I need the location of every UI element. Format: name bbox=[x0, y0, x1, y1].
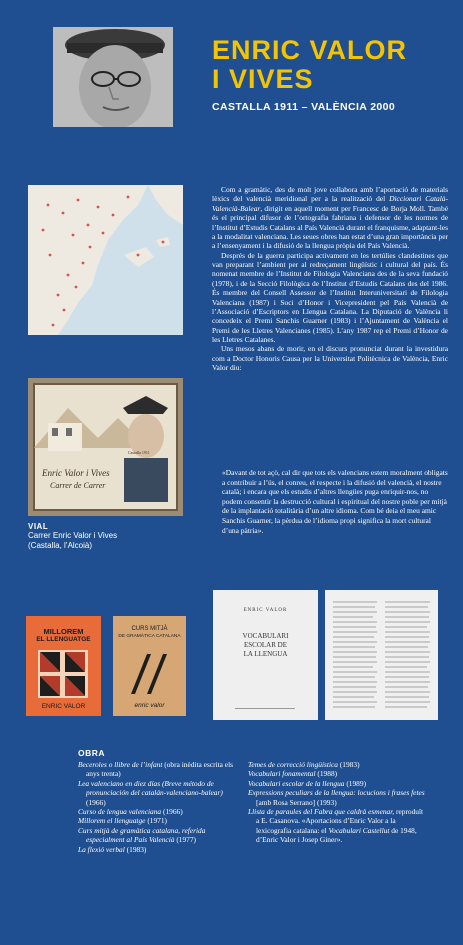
name-line-2: I VIVES bbox=[212, 64, 314, 94]
name-line-1: ENRIC VALOR bbox=[212, 35, 408, 65]
portrait-photo bbox=[53, 27, 173, 127]
vial-location: (Castalla, l’Alcoià) bbox=[28, 541, 93, 550]
book1-title-2: EL LLENGUATGE bbox=[36, 636, 91, 643]
birth-death-dates: CASTALLA 1911 – VALÈNCIA 2000 bbox=[212, 101, 396, 113]
vial-heading: VIAL bbox=[28, 522, 49, 531]
work-item: Curso de lengua valenciana (1966) bbox=[78, 807, 183, 817]
book2-author: enric valor bbox=[134, 702, 165, 709]
dictionary-title: Diccionari Català-Valencià-Balear bbox=[212, 194, 448, 213]
work-item: Temes de correcció lingüística (1983) bbox=[248, 760, 360, 769]
bio-paragraph-3: Uns mesos abans de morir, en el discurs pronunciat durant la investidura com a Doctor Honoris Causa per la Universitat Politècnica de València, Enric Valor diu: bbox=[212, 344, 448, 373]
vocabulari-title-page bbox=[213, 590, 318, 720]
work-item: Vocabulari escolar de la llengua (1989) bbox=[248, 778, 367, 788]
vocab-title-3: LA LLENGUA bbox=[243, 650, 288, 658]
vocab-title-1: VOCABULARI bbox=[242, 632, 289, 640]
plaque-text-2: Carrer de Carrer bbox=[50, 481, 106, 490]
speech-quote: «Davant de tot açò, cal dir que tots els valencians estem moralment obligats a contribuir a l’ús, el conreu, el respecte i la difusió del valencià, el nostre català; i encara que els estudis d’altres llengües puga enriquir-nos, no podem consentir la destrucció cultural i espiritual del nostre poble per mitjà de la implantació totalitària d’un altre idioma. Com bé deia el meu amic Sanchis Guarner, la pèrdua de l’idioma propi significa la mort cultural d’una pàtria». bbox=[222, 468, 448, 535]
person-name bbox=[212, 36, 452, 94]
work-item: Vocabulari fonamental (1988) bbox=[248, 769, 338, 779]
bio-paragraph-2: Després de la guerra participa activament en les tertúlies clandestines que van preparant l’ambient per al redreçament lingüístic i cultural del país. És nomenat membre de l’Institut de Filologia Valenciana des de la seva fundació (1978), i de la Secció Filològica de l’Institut d’Estudis Catalans des del 1986. És membre del Consell Assessor de l’Institut Interuniversitari de Filologia Valenciana (1987) i Soci d’Honor i Vicepresident pel País Valencià de l’Associació d’Escriptors en Llengua Catalana. La Diputació de València li concedeix el Premi Sanchis Guarner (1983) i l’Ajuntament de València el Premi de les Lletres Valencianes (1985). L’any 1987 rep el Premi d’Honor de les Lletres Catalanes. bbox=[212, 250, 448, 344]
vial-street: Carrer Enric Valor i Vives bbox=[28, 531, 118, 540]
works-column-1 bbox=[78, 760, 236, 854]
work-item: Beceroles o llibre de l’infant (obra inèdita escrita els anys trenta) bbox=[78, 760, 234, 779]
book1-title-1: MILLOREM bbox=[43, 627, 84, 636]
book2-title-2: DE GRAMÀTICA CATALANA bbox=[118, 634, 181, 639]
plaque-small-text: Castalla 1911 bbox=[128, 450, 150, 455]
biography-text bbox=[212, 185, 448, 373]
book-cover-curs-mitja bbox=[113, 616, 186, 716]
book2-title-1: CURS MITJÀ bbox=[131, 626, 168, 632]
works-column-2 bbox=[248, 760, 426, 845]
street-map bbox=[28, 185, 183, 335]
work-item: Lea valenciano en diez días (Breve método de pronunciación del catalán-valenciano-balear) (1966) bbox=[78, 778, 223, 807]
work-item: Llista de paraules del Fabra que caldrà esmenar, reproduït a E. Casanova. «Aportacions d’Enric Valor a la lexicografia catalana: el Vocabulari Castellut de 1948, d’Enric Valor i Josep Giner». bbox=[248, 807, 424, 845]
vocab-title-2: ESCOLAR DE bbox=[244, 641, 287, 649]
work-item: Millorem el llenguatge (1971) bbox=[78, 816, 168, 826]
work-item: Curs mitjà de gramàtica catalana, referida especialment al País Valencià (1977) bbox=[78, 825, 206, 845]
vocabulari-inner-page bbox=[325, 590, 438, 720]
work-item: Expressions peculiars de la llengua: locucions i frases fetes [amb Rosa Serrano] (1993) bbox=[248, 788, 425, 807]
vocab-author: ENRIC VALOR bbox=[243, 608, 288, 613]
bio-p1-text-a: Com a gramàtic, des de molt jove collabora amb l’aportació de materials lèxics del valencià meridional per a la realització del bbox=[212, 185, 448, 204]
street-plaque-photo bbox=[28, 378, 183, 516]
bio-paragraph-1 bbox=[212, 185, 448, 251]
book-cover-millorem bbox=[26, 616, 101, 716]
bio-p1-text-b: , dirigit en aquell moment per Francesc de Borja Moll. També és el principal difusor de l’ortografia fabriana i defensor de les normes de l’Institut d’Estudis Catalans al País Valencià durant el franquisme, adaptant-les a la modalitat valenciana. Les seues obres han estat d’una gran importància per a l’ensenyament i la difusió de la llengua pròpia del País Valencià. bbox=[212, 203, 448, 251]
work-item: La flexió verbal (1983) bbox=[78, 844, 147, 854]
obra-heading: OBRA bbox=[78, 748, 106, 758]
book1-author: ENRIC VALOR bbox=[41, 703, 86, 710]
plaque-text-1: Enric Valor i Vives bbox=[42, 468, 110, 478]
